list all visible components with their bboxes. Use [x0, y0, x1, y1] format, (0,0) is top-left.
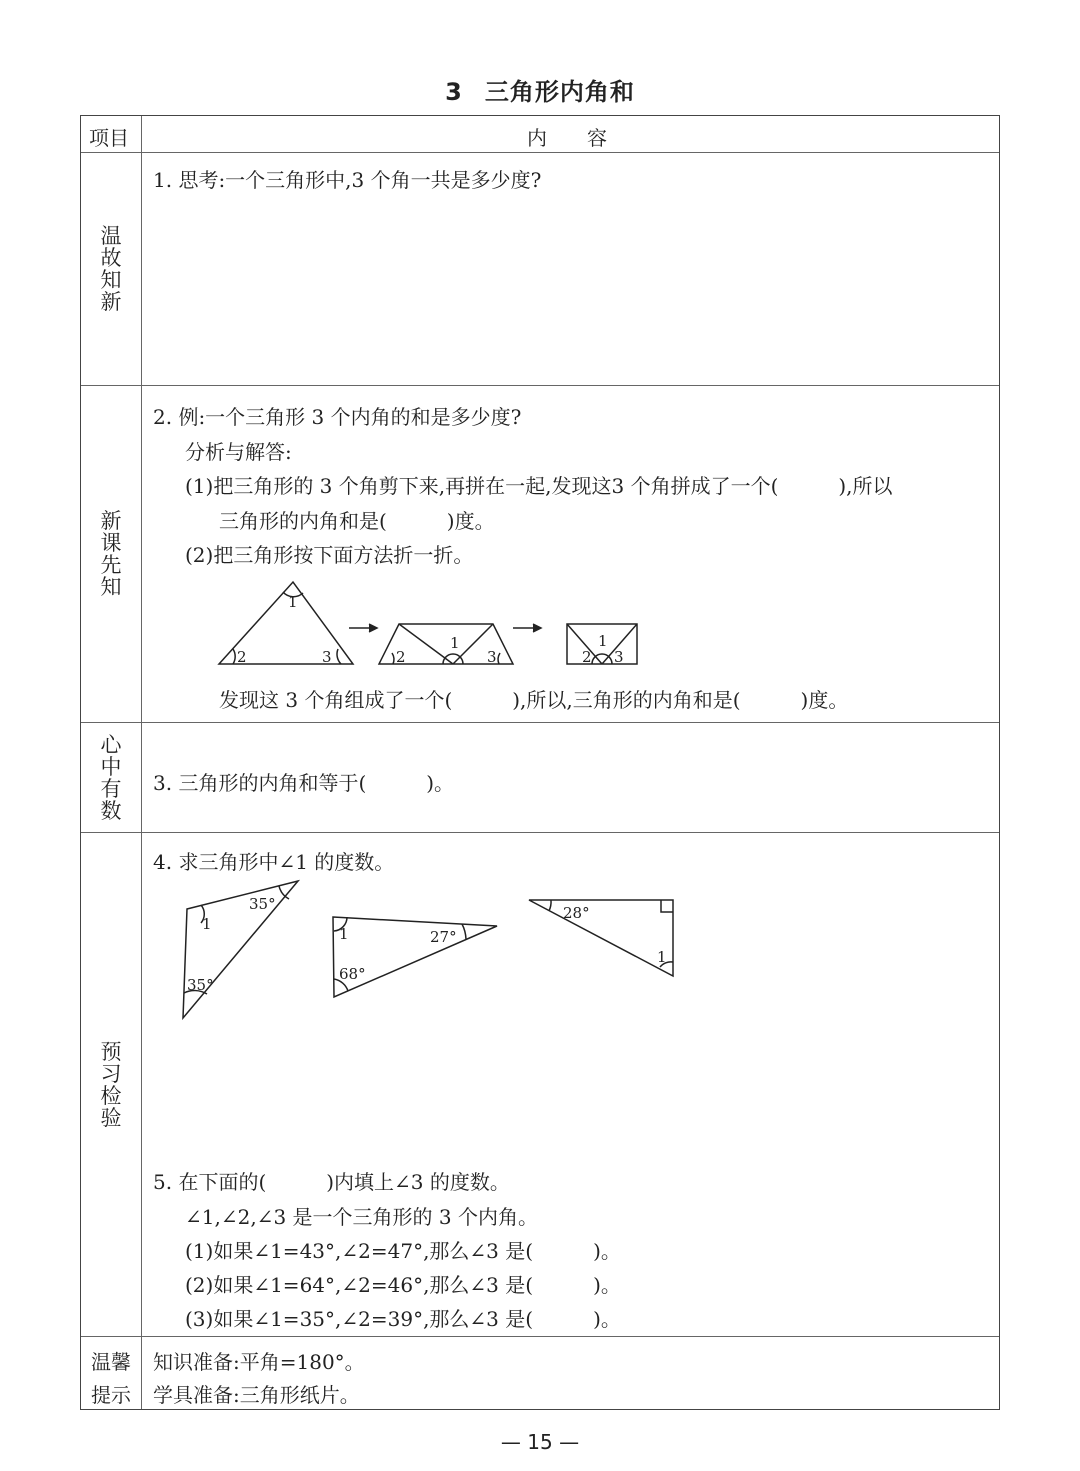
row-divider — [81, 722, 999, 723]
question-2: 2. 例:一个三角形 3 个内角的和是多少度? — [153, 405, 522, 429]
tips-label-line-2: 提示 — [91, 1383, 131, 1407]
fold-angle-1-label: 1 — [288, 593, 298, 611]
row-divider — [81, 152, 999, 153]
row-divider — [81, 385, 999, 386]
fold-angle-2-label: 2 — [582, 648, 592, 666]
tri1-bottom-angle: 35° — [187, 976, 214, 994]
tips-label-line-1: 温馨 — [91, 1350, 131, 1374]
step-2: (2)把三角形按下面方法折一折。 — [185, 543, 474, 567]
question-5-item: (3)如果∠1=35°,∠2=39°,那么∠3 是( )。 — [185, 1307, 621, 1331]
tri3-unknown-angle: 1 — [657, 948, 667, 966]
row-divider — [81, 1336, 999, 1337]
row-divider — [81, 832, 999, 833]
folding-diagram — [211, 576, 651, 676]
section-label-xinzhong: 心 中 有 数 — [100, 732, 122, 823]
fold-angle-1-label: 1 — [450, 634, 460, 652]
question-1: 1. 思考:一个三角形中,3 个角一共是多少度? — [153, 168, 542, 192]
page-number: — 15 — — [500, 1430, 580, 1454]
tri2-right-angle: 27° — [430, 928, 457, 946]
fold-angle-3-label: 3 — [614, 648, 624, 666]
page-title — [0, 72, 1080, 107]
tip-knowledge: 知识准备:平角=180°。 — [153, 1350, 365, 1374]
tri1-top-angle: 35° — [249, 895, 276, 913]
tri2-unknown-angle: 1 — [339, 925, 349, 943]
question-5: 5. 在下面的( )内填上∠3 的度数。 — [153, 1170, 510, 1194]
step-1-line-1: (1)把三角形的 3 个角剪下来,再拼在一起,发现这3 个角拼成了一个( ),所以 — [185, 474, 893, 498]
fold-angle-3-label: 3 — [322, 648, 332, 666]
step-1-line-2: 三角形的内角和是( )度。 — [219, 509, 495, 533]
tri3-left-angle: 28° — [563, 904, 590, 922]
question-4-triangles — [171, 871, 691, 1031]
question-4: 4. 求三角形中∠1 的度数。 — [153, 850, 395, 874]
question-3: 3. 三角形的内角和等于( )。 — [153, 771, 455, 795]
fold-angle-2-label: 2 — [237, 648, 247, 666]
question-5-intro: ∠1,∠2,∠3 是一个三角形的 3 个内角。 — [185, 1205, 538, 1229]
header-project: 项目 — [89, 126, 129, 150]
lesson-number: 3 — [445, 78, 463, 106]
fold-angle-2-label: 2 — [396, 648, 406, 666]
tip-materials: 学具准备:三角形纸片。 — [153, 1383, 360, 1407]
fold-angle-1-label: 1 — [598, 632, 608, 650]
lesson-table — [80, 115, 1000, 1410]
lesson-title: 三角形内角和 — [484, 78, 635, 106]
analysis-heading: 分析与解答: — [185, 440, 292, 464]
section-label-xinke: 新 课 先 知 — [100, 509, 122, 599]
fold-conclusion: 发现这 3 个角组成了一个( ),所以,三角形的内角和是( )度。 — [219, 688, 849, 712]
tri1-unknown-angle: 1 — [202, 915, 212, 933]
fold-angle-3-label: 3 — [487, 648, 497, 666]
section-label-wengu: 温 故 知 新 — [100, 224, 122, 314]
question-5-item: (1)如果∠1=43°,∠2=47°,那么∠3 是( )。 — [185, 1239, 621, 1263]
question-5-item: (2)如果∠1=64°,∠2=46°,那么∠3 是( )。 — [185, 1273, 621, 1297]
tri2-bottom-angle: 68° — [339, 965, 366, 983]
section-label-yuxi: 预 习 检 验 — [100, 1039, 122, 1130]
column-divider — [141, 116, 142, 1409]
header-content: 内 容 — [527, 126, 607, 150]
